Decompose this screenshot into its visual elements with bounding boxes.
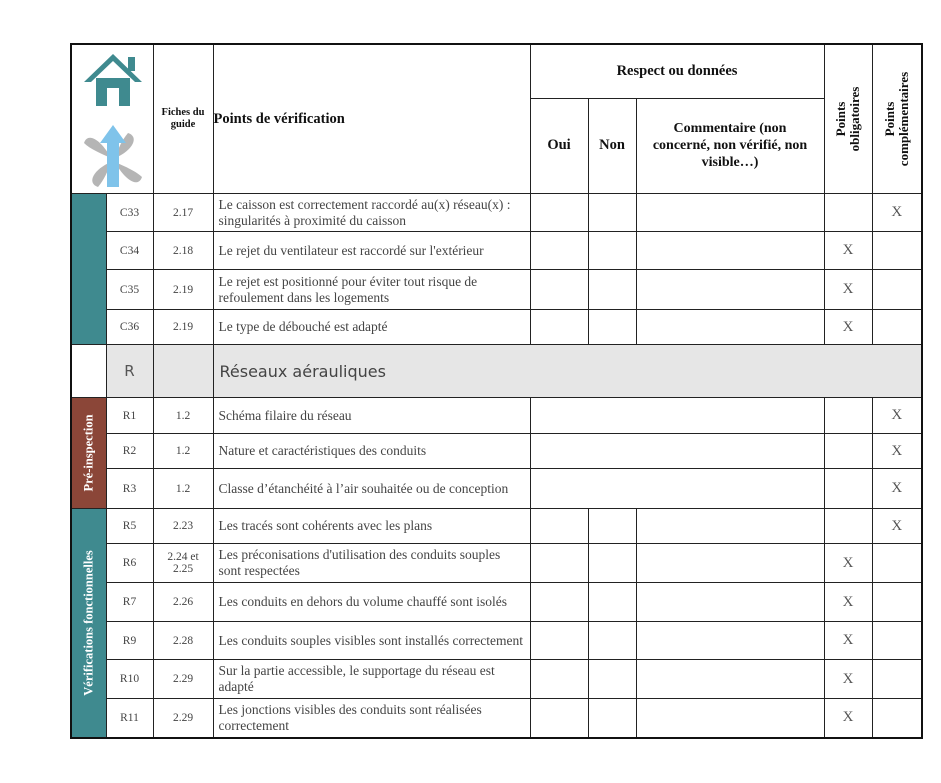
check-oui[interactable] [530,699,588,738]
row-code: R2 [106,434,153,469]
row-code: R3 [106,469,153,509]
row-fiche: 1.2 [153,398,213,434]
table-row [71,583,922,622]
header-complementaires: Points complémentaires [872,44,922,194]
check-oui[interactable] [530,509,588,544]
row-fiche: 2.28 [153,622,213,660]
row-fiche: 2.26 [153,583,213,622]
table-row [71,232,922,270]
header-points: Points de vérification [213,44,530,194]
mark-obligatoire: X [824,583,872,622]
row-text: Le rejet est positionné pour éviter tout risque de refoulement dans les logements [213,270,530,310]
row-code: C36 [106,310,153,345]
check-non[interactable] [588,544,636,583]
check-oui[interactable] [530,194,588,232]
comment-cell[interactable] [636,310,824,345]
row-text: Le type de débouché est adapté [213,310,530,345]
comment-cell[interactable] [636,544,824,583]
row-text: Les préconisations d'utilisation des conduits souples sont respectées [213,544,530,583]
mark-complementaire [872,232,922,270]
table-row [71,398,922,434]
check-non[interactable] [588,509,636,544]
mark-obligatoire [824,434,872,469]
table-row [71,270,922,310]
section-band-caisson [71,194,106,345]
check-oui[interactable] [530,660,588,699]
mark-complementaire: X [872,509,922,544]
table-row [71,434,922,469]
mark-obligatoire: X [824,310,872,345]
check-oui[interactable] [530,270,588,310]
data-cell[interactable] [530,469,824,509]
row-text: Sur la partie accessible, le supportage du réseau est adapté [213,660,530,699]
comment-cell[interactable] [636,660,824,699]
row-text: Les conduits en dehors du volume chauffé sont isolés [213,583,530,622]
row-text: Les tracés sont cohérents avec les plans [213,509,530,544]
row-code: C35 [106,270,153,310]
check-oui[interactable] [530,583,588,622]
logo [71,44,153,194]
mark-obligatoire: X [824,622,872,660]
row-text: Le rejet du ventilateur est raccordé sur l'extérieur [213,232,530,270]
row-fiche: 2.24 et 2.25 [153,544,213,583]
data-cell[interactable] [530,434,824,469]
check-non[interactable] [588,270,636,310]
check-non[interactable] [588,622,636,660]
mark-complementaire: X [872,398,922,434]
mark-complementaire: X [872,434,922,469]
mark-obligatoire: X [824,270,872,310]
mark-obligatoire [824,194,872,232]
mark-complementaire: X [872,469,922,509]
mark-obligatoire [824,398,872,434]
row-text: Le caisson est correctement raccordé au(x) réseau(x) : singularités à proximité du caisson [213,194,530,232]
row-code: R5 [106,509,153,544]
comment-cell[interactable] [636,509,824,544]
check-oui[interactable] [530,544,588,583]
row-text: Les jonctions visibles des conduits sont réalisées correctement [213,699,530,738]
row-code: R9 [106,622,153,660]
comment-cell[interactable] [636,622,824,660]
mark-obligatoire [824,509,872,544]
row-code: R10 [106,660,153,699]
comment-cell[interactable] [636,194,824,232]
row-code: R7 [106,583,153,622]
row-code: C34 [106,232,153,270]
section-title: Réseaux aérauliques [213,345,922,398]
row-code: R6 [106,544,153,583]
mark-complementaire [872,699,922,738]
check-non[interactable] [588,583,636,622]
row-fiche: 2.18 [153,232,213,270]
table-row [71,469,922,509]
mark-obligatoire [824,469,872,509]
band-pre-inspection: Pré-inspection [71,398,106,509]
table-row [71,509,922,544]
table-row [71,699,922,738]
header-fiches: Fiches du guide [153,44,213,194]
house-icon [84,54,142,106]
row-fiche: 1.2 [153,434,213,469]
row-code: C33 [106,194,153,232]
mark-complementaire [872,660,922,699]
comment-cell[interactable] [636,270,824,310]
mark-complementaire [872,622,922,660]
check-non[interactable] [588,232,636,270]
comment-cell[interactable] [636,583,824,622]
comment-cell[interactable] [636,699,824,738]
table-row [71,310,922,345]
check-non[interactable] [588,194,636,232]
check-oui[interactable] [530,622,588,660]
section-code: R [106,345,153,398]
header-comment: Commentaire (non concerné, non vérifié, non visible…) [636,98,824,193]
comment-cell[interactable] [636,232,824,270]
verification-table [70,43,923,739]
section-row [71,345,922,398]
row-code: R11 [106,699,153,738]
mark-complementaire [872,310,922,345]
row-fiche: 2.19 [153,270,213,310]
row-fiche: 2.17 [153,194,213,232]
row-text: Schéma filaire du réseau [213,398,530,434]
check-oui[interactable] [530,310,588,345]
mark-obligatoire: X [824,660,872,699]
mark-complementaire: X [872,194,922,232]
header-oui: Oui [530,98,588,193]
row-fiche: 1.2 [153,469,213,509]
check-non[interactable] [588,310,636,345]
mark-obligatoire: X [824,232,872,270]
data-cell[interactable] [530,398,824,434]
mark-obligatoire: X [824,699,872,738]
row-text: Nature et caractéristiques des conduits [213,434,530,469]
check-non[interactable] [588,660,636,699]
row-fiche: 2.23 [153,509,213,544]
table-row [71,660,922,699]
table-row [71,622,922,660]
header-respect: Respect ou données [530,44,824,98]
row-fiche: 2.29 [153,699,213,738]
row-text: Les conduits souples visibles sont installés correctement [213,622,530,660]
check-non[interactable] [588,699,636,738]
mark-complementaire [872,544,922,583]
row-text: Classe d’étanchéité à l’air souhaitée ou de conception [213,469,530,509]
band-verifications: Vérifications fonctionnelles [71,509,106,738]
header-non: Non [588,98,636,193]
row-fiche: 2.29 [153,660,213,699]
logo-graphic [72,45,154,193]
row-code: R1 [106,398,153,434]
table-row [71,194,922,232]
fan-with-arrow-icon [84,125,142,187]
table-row [71,544,922,583]
check-oui[interactable] [530,232,588,270]
row-fiche: 2.19 [153,310,213,345]
header-obligatoires: Points obligatoires [824,44,872,194]
mark-complementaire [872,583,922,622]
mark-obligatoire: X [824,544,872,583]
mark-complementaire [872,270,922,310]
